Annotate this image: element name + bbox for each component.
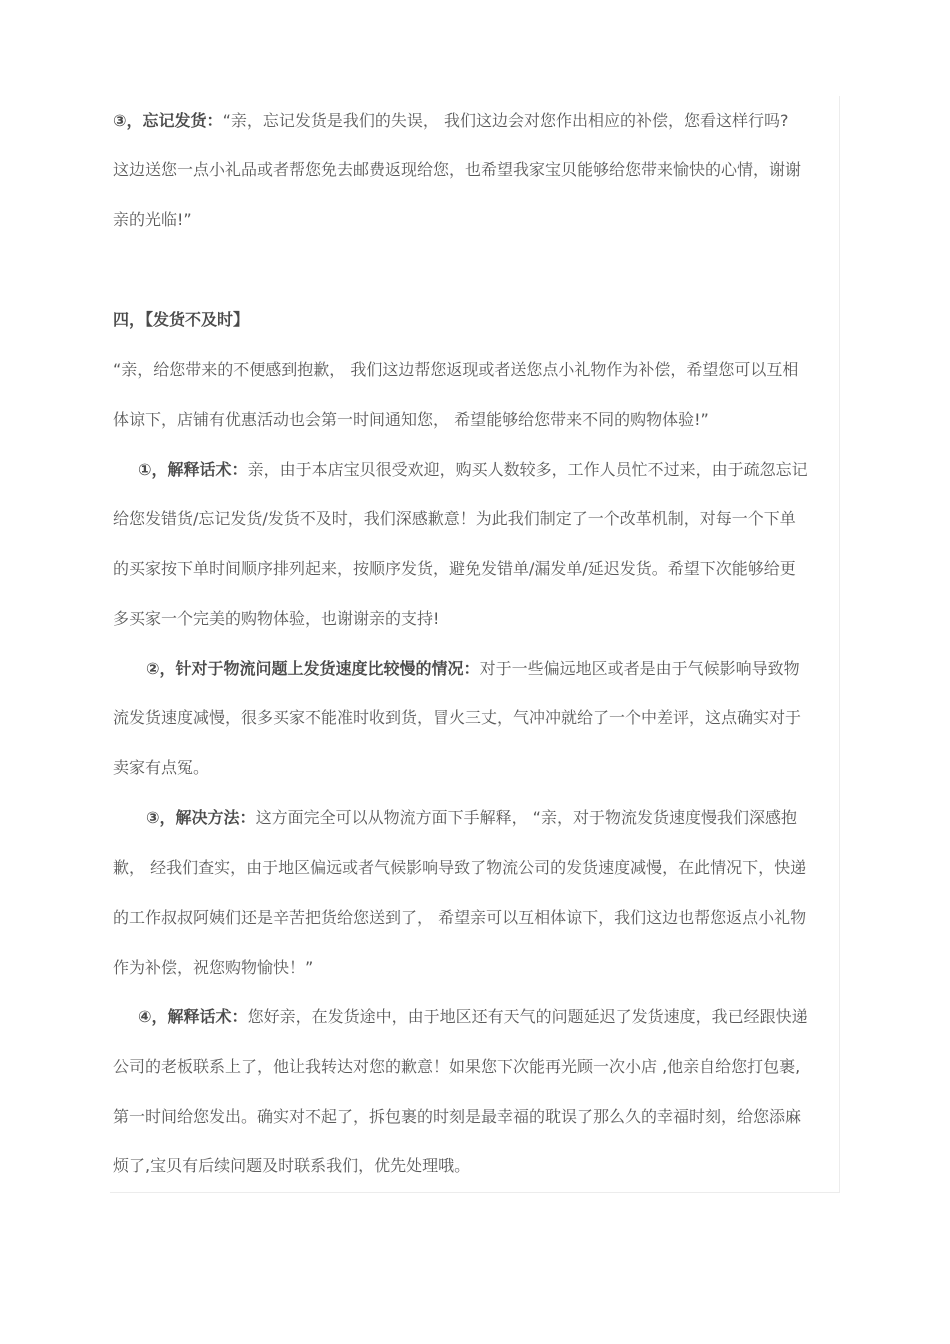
explain-script-4-line-2: 公司的老板联系上了，他让我转达对您的歉意！如果您下次能再光顾一次小店 ,他亲自给您打包裹, (113, 1057, 801, 1076)
forgot-shipping-line-3: 亲的光临!” (113, 210, 192, 229)
solution-line-4: 作为补偿，祝您购物愉快！” (113, 958, 314, 977)
explain-script-4-line-4: 烦了,宝贝有后续问题及时联系我们，优先处理哦。 (113, 1156, 471, 1175)
late-shipping-intro-line-2: 体谅下，店铺有优惠活动也会第一时间通知您， 希望能够给您带来不同的购物体验!” (113, 410, 709, 429)
forgot-shipping-line-1 (113, 111, 788, 131)
explain-script-1-heading: ①，解释话术： (138, 460, 248, 479)
explain-script-1-line-1 (138, 460, 808, 480)
explain-script-1-line-4: 多买家一个完美的购物体验，也谢谢亲的支持! (113, 609, 440, 628)
logistics-issue-line-1 (146, 659, 800, 679)
solution-heading: ③，解决方法： (146, 808, 256, 827)
explain-script-4-heading: ④，解释话术： (138, 1007, 248, 1026)
explain-script-4-line-1 (138, 1007, 808, 1027)
explain-script-4-line-3: 第一时间给您发出。确实对不起了，拆包裹的时刻是最幸福的耽误了那么久的幸福时刻，给您添麻 (113, 1107, 802, 1126)
late-shipping-heading: 四，【发货不及时】 (113, 310, 250, 329)
logistics-issue-line-3: 卖家有点冤。 (113, 758, 210, 777)
forgot-shipping-line-2: 这边送您一点小礼品或者帮您免去邮费返现给您，也希望我家宝贝能够给您带来愉快的心情，谢谢 (113, 160, 802, 179)
solution-line-1 (146, 808, 797, 828)
logistics-issue-line-2: 流发货速度减慢，很多买家不能准时收到货，冒火三丈，气冲冲就给了一个中差评，这点确实对于 (113, 708, 802, 727)
document-content-frame (110, 96, 840, 1193)
explain-script-4-text: 您好亲，在发货途中，由于地区还有天气的问题延迟了发货速度，我已经跟快递 (247, 1007, 808, 1026)
solution-line-3: 的工作叔叔阿姨们还是辛苦把货给您送到了， 希望亲可以互相体谅下，我们这边也帮您返点小礼物 (113, 908, 807, 927)
late-shipping-intro-line-1: “亲，给您带来的不便感到抱歉， 我们这边帮您返现或者送您点小礼物作为补偿，希望您可以互相 (113, 360, 799, 379)
solution-text: 这方面完全可以从物流方面下手解释， “亲，对于物流发货速度慢我们深感抱 (255, 808, 797, 827)
explain-script-1-line-3: 的买家按下单时间顺序排列起来，按顺序发货，避免发错单/漏发单/延迟发货。希望下次能够给更 (113, 559, 796, 578)
solution-line-2: 歉， 经我们查实，由于地区偏远或者气候影响导致了物流公司的发货速度减慢，在此情况下，快递 (113, 858, 807, 877)
explain-script-1-line-2: 给您发错货/忘记发货/发货不及时，我们深感歉意！为此我们制定了一个改革机制，对每一个下单 (113, 509, 796, 528)
forgot-shipping-text: “亲，忘记发货是我们的失误， 我们这边会对您作出相应的补偿，您看这样行吗? (222, 111, 789, 130)
logistics-issue-text: 对于一些偏远地区或者是由于气候影响导致物 (479, 659, 800, 678)
explain-script-1-text: 亲，由于本店宝贝很受欢迎，购买人数较多，工作人员忙不过来，由于疏忽忘记 (247, 460, 808, 479)
forgot-shipping-heading: ③，忘记发货： (113, 111, 223, 130)
logistics-issue-heading: ②，针对于物流问题上发货速度比较慢的情况： (146, 659, 480, 678)
